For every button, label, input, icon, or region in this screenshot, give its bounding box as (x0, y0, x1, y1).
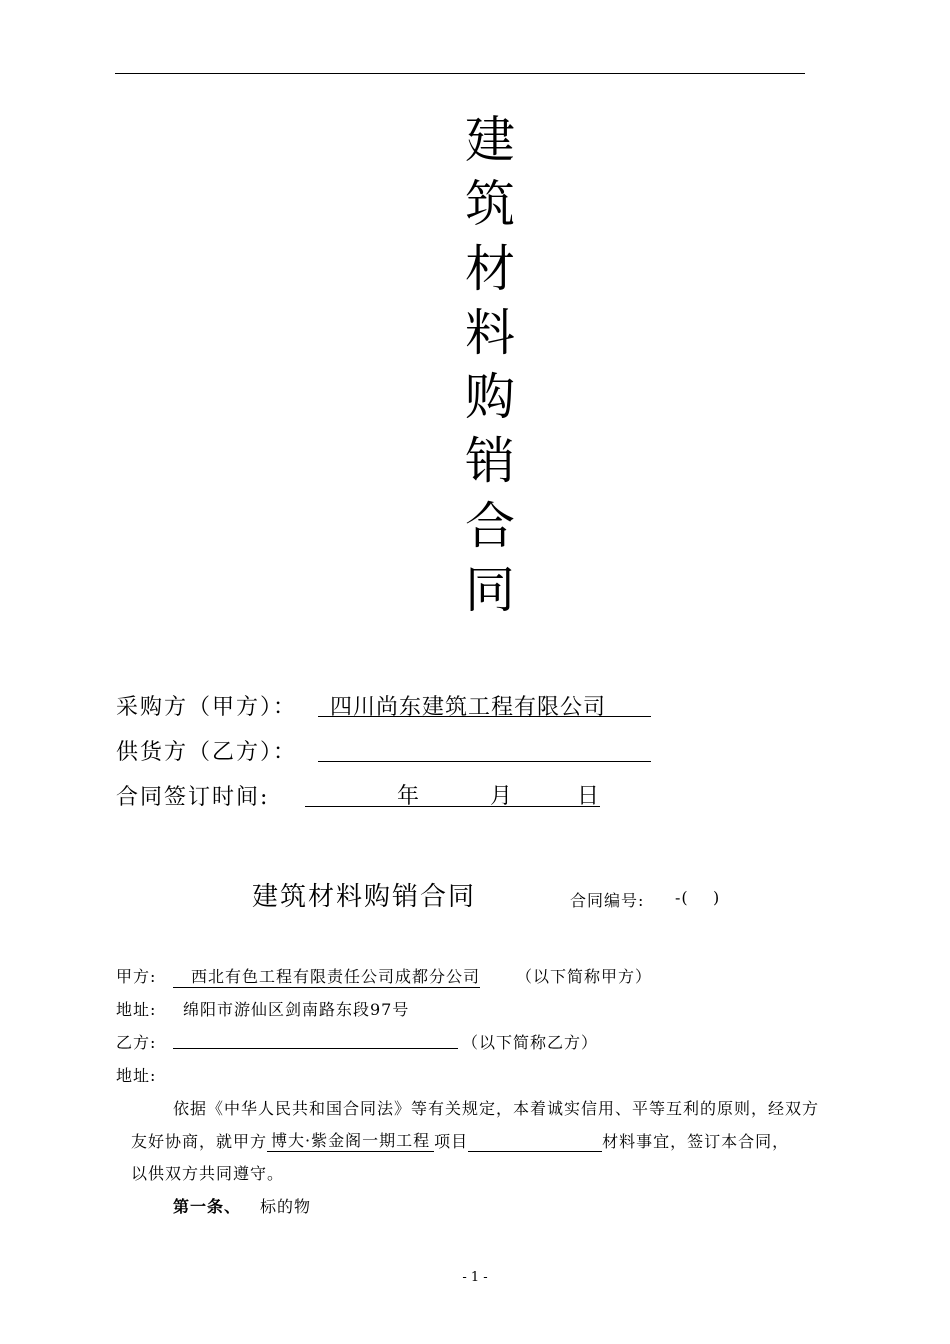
buyer-field[interactable] (318, 688, 651, 720)
cover-title-char: 筑 (465, 175, 515, 234)
cover-title-char: 材 (465, 239, 515, 298)
party-a-label: 甲方: (116, 967, 157, 986)
address-a-value: 绵阳市游仙区剑南路东段97号 (183, 1000, 410, 1019)
date-month: 月 (490, 784, 514, 809)
material-field[interactable] (468, 1133, 602, 1152)
paragraph-line-2 (131, 1128, 789, 1152)
cover-title-char: 合 (465, 496, 515, 555)
sign-date-label: 合同签订时间: (116, 785, 270, 810)
buyer-label: 采购方（甲方）： (116, 695, 298, 720)
cover-title-char: 同 (465, 561, 515, 620)
cover-title-char: 建 (465, 111, 515, 169)
date-year: 年 (397, 784, 421, 809)
party-b-field[interactable] (173, 1030, 458, 1049)
party-a-note: （以下简称甲方） (516, 967, 653, 986)
cover-title-char: 销 (465, 432, 515, 491)
header-rule (115, 73, 805, 74)
party-a-value: 西北有色工程有限责任公司成都分公司 (173, 964, 480, 988)
cover-title-char: 料 (465, 303, 515, 362)
party-b-note: （以下简称乙方） (462, 1033, 599, 1052)
buyer-value: 四川尚东建筑工程有限公司 (330, 695, 607, 720)
party-b-label: 乙方: (116, 1033, 157, 1052)
cover-title (455, 108, 525, 622)
page-number: - 1 - (462, 1270, 488, 1285)
paragraph-line-2-start: 友好协商，就甲方 (131, 1132, 268, 1151)
cover-title-char: 购 (465, 368, 515, 427)
paragraph-line-2-end: 材料事宜，签订本合同， (602, 1132, 790, 1151)
article-1-label: 第一条、 (173, 1197, 242, 1216)
contract-title: 建筑材料购销合同 (252, 882, 477, 912)
supplier-label: 供货方（乙方）： (116, 740, 298, 765)
address-a-label: 地址: (116, 1000, 157, 1019)
date-day: 日 (577, 784, 601, 809)
paragraph-line-3: 以供双方共同遵守。 (131, 1164, 285, 1183)
sign-date-field[interactable] (305, 778, 600, 807)
paragraph-line-1: 依据《中华人民共和国合同法》等有关规定，本着诚实信用、平等互利的原则，经双方 (173, 1099, 820, 1118)
supplier-field[interactable] (318, 733, 651, 762)
contract-number-label: 合同编号: (570, 891, 645, 910)
contract-number-value: -( ) (675, 888, 721, 907)
project-name: 博大·紫金阁一期工程 (267, 1128, 434, 1152)
article-1-title: 标的物 (260, 1197, 312, 1216)
paragraph-line-2-item: 项目 (434, 1132, 469, 1151)
address-b-label: 地址: (116, 1066, 157, 1085)
